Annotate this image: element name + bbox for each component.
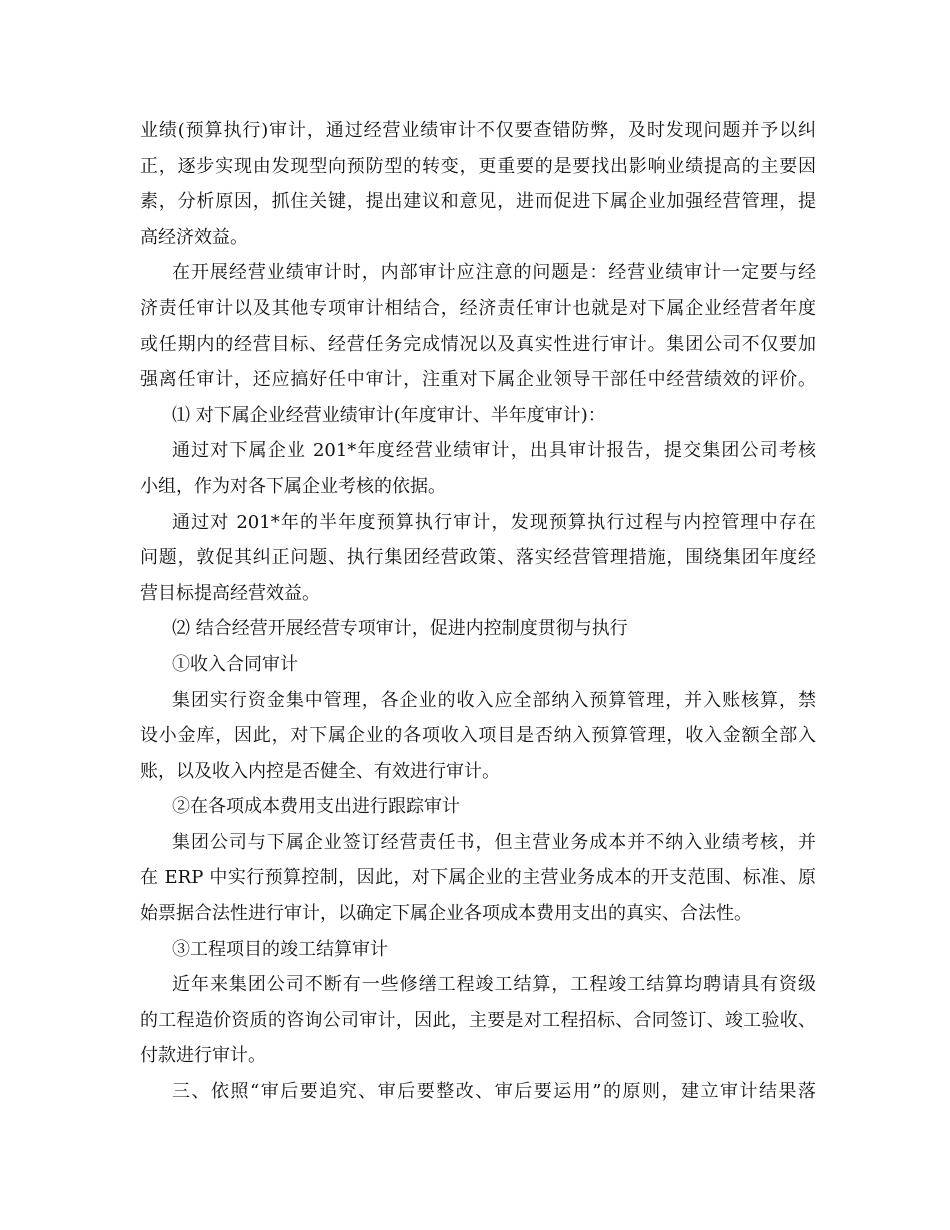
text-line: 营目标提高经营效益。 — [140, 582, 320, 604]
text-line: 三、依照“审后要追究、审后要整改、审后要运用”的原则，建立审计结果落 — [172, 1081, 816, 1103]
text-line: 通过对下属企业 201*年度经营业绩审计，出具审计报告，提交集团公司考核 — [172, 440, 816, 462]
text-line: 集团实行资金集中管理，各企业的收入应全部纳入预算管理，并入账核算，禁 — [172, 689, 816, 711]
text-line: ③工程项目的竣工结算审计 — [172, 938, 388, 960]
text-line: 在 ERP 中实行预算控制，因此，对下属企业的主营业务成本的开支范围、标准、原 — [140, 867, 816, 889]
document-body — [140, 113, 816, 1110]
text-line: 账，以及收入内控是否健全、有效进行审计。 — [140, 760, 500, 782]
text-line: 小组，作为对各下属企业考核的依据。 — [140, 475, 446, 497]
text-line: ①收入合同审计 — [172, 653, 298, 675]
text-line: 在开展经营业绩审计时，内部审计应注意的问题是：经营业绩审计一定要与经 — [172, 262, 816, 284]
text-line: 业绩(预算执行)审计，通过经营业绩审计不仅要查错防弊，及时发现问题并予以纠 — [140, 120, 816, 141]
text-line: 素，分析原因，抓住关键，提出建议和意见，进而促进下属企业加强经营管理，提 — [140, 191, 816, 213]
text-line: 近年来集团公司不断有一些修缮工程竣工结算，工程竣工结算均聘请具有资级 — [172, 974, 816, 996]
text-line: ⑴ 对下属企业经营业绩审计(年度审计、半年度审计)： — [172, 404, 606, 426]
text-line: ⑵ 结合经营开展经营专项审计，促进内控制度贯彻与执行 — [172, 618, 628, 640]
text-line: 正，逐步实现由发现型向预防型的转变，更重要的是要找出影响业绩提高的主要因 — [140, 155, 816, 177]
text-line: 问题，敦促其纠正问题、执行集团经营政策、落实经营管理措施，围绕集团年度经 — [140, 547, 816, 569]
text-line: 高经济效益。 — [140, 226, 248, 248]
text-line: 始票据合法性进行审计，以确定下属企业各项成本费用支出的真实、合法性。 — [140, 903, 752, 925]
text-line: 强离任审计，还应搞好任中审计，注重对下属企业领导干部任中经营绩效的评价。 — [140, 369, 816, 391]
text-line: 济责任审计以及其他专项审计相结合，经济责任审计也就是对下属企业经营者年度 — [140, 297, 816, 319]
text-line: 或任期内的经营目标、经营任务完成情况以及真实性进行审计。集团公司不仅要加 — [140, 333, 816, 355]
text-line: 付款进行审计。 — [140, 1045, 266, 1067]
text-line: 集团公司与下属企业签订经营责任书，但主营业务成本并不纳入业绩考核，并 — [172, 831, 816, 853]
text-line: 设小金库，因此，对下属企业的各项收入项目是否纳入预算管理，收入金额全部入 — [140, 725, 816, 747]
text-line: ②在各项成本费用支出进行跟踪审计 — [172, 796, 460, 818]
text-line: 的工程造价资质的咨询公司审计，因此，主要是对工程招标、合同签订、竣工验收、 — [140, 1009, 816, 1031]
text-line: 通过对 201*年的半年度预算执行审计，发现预算执行过程与内控管理中存在 — [172, 511, 816, 533]
